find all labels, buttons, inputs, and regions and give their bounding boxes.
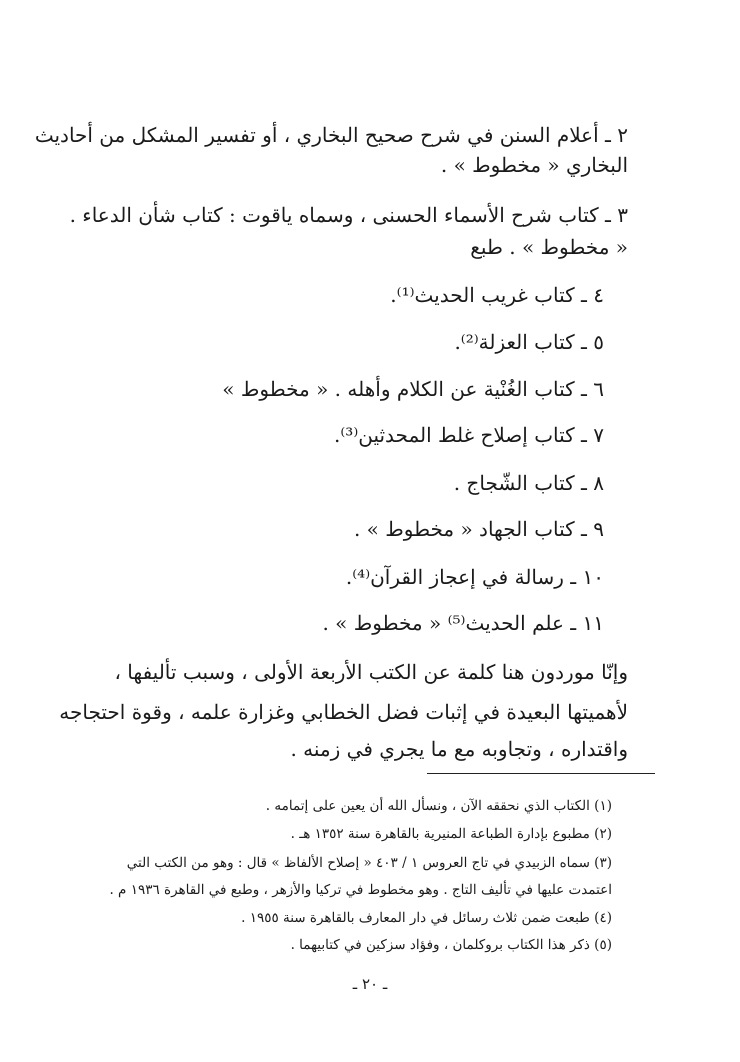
item-3-line-2: « مخطوط » . طبع (470, 235, 628, 259)
item-2-line-2: البخاري « مخطوط » . (440, 153, 628, 177)
footnote-1: (١) الكتاب الذي نحققه الآن ، ونسأل الله أن يعين على إتمامه . (265, 798, 612, 814)
item-11: ١١ ـ علم الحديث⁽⁵⁾ « مخطوط » . (322, 611, 604, 635)
paragraph-line-2: لأهميتها البعيدة في إثبات فضل الخطابي وغزارة علمه ، وقوة احتجاجه (59, 700, 628, 724)
item-5: ٥ ـ كتاب العزلة⁽²⁾. (454, 330, 604, 354)
page-number: ـ ٢٠ ـ (352, 975, 388, 993)
item-3-line-1: ٣ ـ كتاب شرح الأسماء الحسنى ، وسماه ياقوت : كتاب شأن الدعاء . (69, 203, 628, 227)
item-6: ٦ ـ كتاب الغُنْية عن الكلام وأهله . « مخطوط » (222, 377, 604, 401)
paragraph-line-1: وإنّا موردون هنا كلمة عن الكتب الأربعة الأولى ، وسبب تأليفها ، (114, 660, 628, 684)
item-7: ٧ ـ كتاب إصلاح غلط المحدثين⁽³⁾. (334, 423, 604, 447)
item-9: ٩ ـ كتاب الجهاد « مخطوط » . (353, 517, 604, 541)
footnote-4: (٤) طبعت ضمن ثلاث رسائل في دار المعارف بالقاهرة سنة ١٩٥٥ . (241, 910, 612, 926)
item-10: ١٠ ـ رسالة في إعجاز القرآن⁽⁴⁾. (345, 565, 604, 589)
footnote-3-line-2: اعتمدت عليها في تأليف التاج . وهو مخطوط في تركيا والأزهر ، وطبع في القاهرة ١٩٣٦ م . (109, 882, 612, 898)
item-4: ٤ ـ كتاب غريب الحديث⁽¹⁾. (390, 283, 604, 307)
footnote-separator (427, 773, 655, 774)
footnote-2: (٢) مطبوع بإدارة الطباعة المنيرية بالقاهرة سنة ١٣٥٢ هـ . (290, 826, 612, 842)
footnote-3-line-1: (٣) سماه الزبيدي في تاج العروس ١ / ٤٠٣ « إصلاح الألفاظ » قال : وهو من الكتب التي (126, 855, 612, 871)
footnote-5: (٥) ذكر هذا الكتاب بروكلمان ، وفؤاد سزكين في كتابيهما . (290, 937, 612, 953)
paragraph-line-3: واقتداره ، وتجاوبه مع ما يجري في زمنه . (290, 737, 628, 761)
item-2-line-1: ٢ ـ أعلام السنن في شرح صحيح البخاري ، أو تفسير المشكل من أحاديث (34, 123, 628, 147)
item-8: ٨ ـ كتاب الشّجاج . (453, 471, 604, 495)
